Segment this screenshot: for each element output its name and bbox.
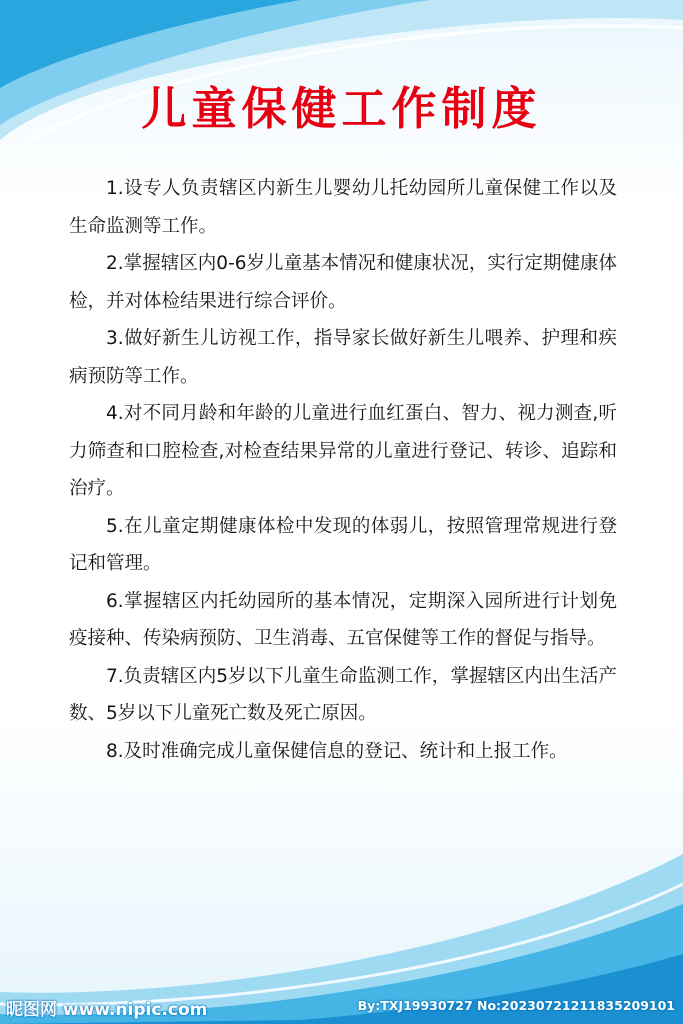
regulation-item-8: 8.及时准确完成儿童保健信息的登记、统计和上报工作。	[106, 740, 568, 762]
regulation-item-2: 2.掌握辖区内0-6岁儿童基本情况和健康状况，实行定期健康体检，并对体检结果进行综合评价。	[69, 253, 617, 312]
regulation-item-4: 4.对不同月龄和年龄的儿童进行血红蛋白、智力、视力测查,听力筛查和口腔检查,对检查结果异常的儿童进行登记、转诊、追踪和治疗。	[69, 403, 617, 499]
bottom-wave-decoration	[0, 824, 683, 1024]
regulation-item-5: 5.在儿童定期健康体检中发现的体弱儿，按照管理常规进行登记和管理。	[69, 515, 617, 574]
regulation-item-1: 1.设专人负责辖区内新生儿婴幼儿托幼园所儿童保健工作以及生命监测等工作。	[69, 178, 617, 237]
site-watermark: 昵图网 www.nipic.com	[6, 1000, 208, 1020]
regulation-item-6: 6.掌握辖区内托幼园所的基本情况，定期深入园所进行计划免疫接种、传染病预防、卫生消毒、五官保健等工作的督促与指导。	[69, 590, 617, 649]
regulation-item-3: 3.做好新生儿访视工作，指导家长做好新生儿喂养、护理和疾病预防等工作。	[69, 328, 617, 387]
page-title: 儿童保健工作制度	[141, 82, 542, 135]
id-watermark: By:TXJ19930727 No:20230721211835209101	[357, 998, 675, 1013]
regulation-list	[69, 170, 617, 770]
regulation-item-7: 7.负责辖区内5岁以下儿童生命监测工作，掌握辖区内出生活产数、5岁以下儿童死亡数及死亡原因。	[69, 665, 617, 724]
